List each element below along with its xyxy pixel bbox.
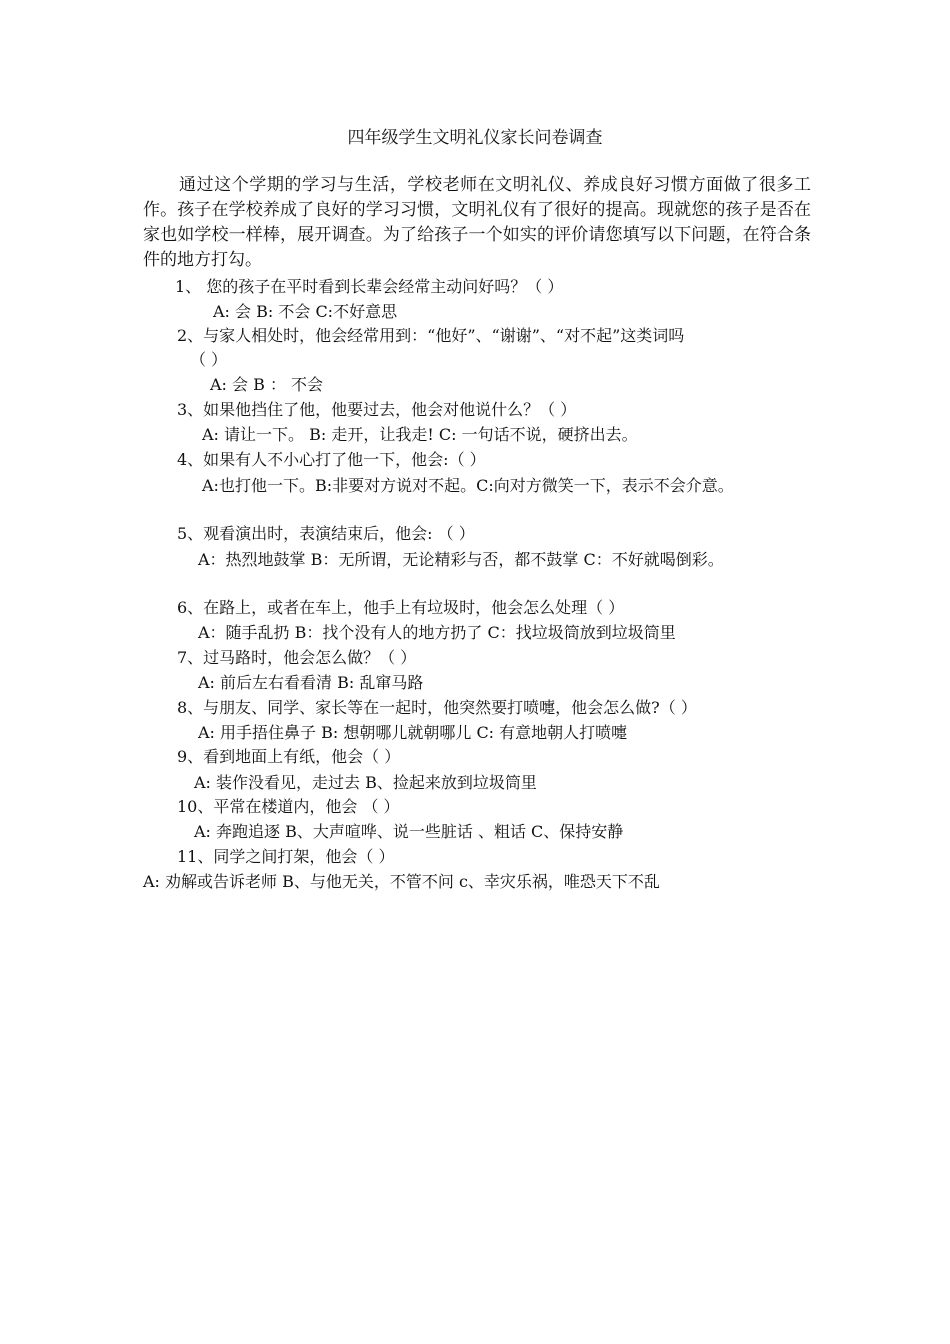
- question-4-options: A:也打他一下。B:非要对方说对不起。C:向对方微笑一下，表示不会介意。: [202, 476, 734, 495]
- question-5-options: A：热烈地鼓掌 B：无所谓，无论精彩与否，都不鼓掌 C：不好就喝倒彩。: [198, 550, 724, 569]
- question-2-answer-blank: （ ）: [190, 350, 228, 369]
- question-6: 6、在路上，或者在车上，他手上有垃圾时，他会怎么处理（ ）: [177, 598, 625, 617]
- question-2-options: A: 会 B ： 不会: [210, 375, 324, 394]
- question-8-options: A: 用手捂住鼻子 B: 想朝哪儿就朝哪儿 C: 有意地朝人打喷嚏: [198, 723, 628, 742]
- question-1-options: A: 会 B: 不会 C:不好意思: [213, 302, 398, 321]
- question-1: 1、 您的孩子在平时看到长辈会经常主动问好吗？（ ）: [175, 277, 564, 296]
- intro-paragraph: 通过这个学期的学习与生活，学校老师在文明礼仪、养成良好习惯方面做了很多工作。孩子在学校养成了良好的学习习惯，文明礼仪有了很好的提高。现就您的孩子是否在家也如学校一样棒，展开调查。为了给孩子一个如实的评价请您填写以下问题，在符合条件的地方打勾。: [143, 175, 811, 270]
- question-5: 5、观看演出时，表演结束后，他会: （ ）: [177, 524, 475, 543]
- question-8: 8、与朋友、同学、家长等在一起时，他突然要打喷嚏，他会怎么做?（ ）: [177, 698, 697, 717]
- question-9: 9、看到地面上有纸，他会（ ）: [177, 747, 401, 766]
- question-10: 10、平常在楼道内，他会 （ ）: [177, 797, 400, 816]
- question-9-options: A: 装作没看见，走过去 B、捡起来放到垃圾筒里: [194, 773, 537, 792]
- question-3: 3、如果他挡住了他，他要过去，他会对他说什么？（ ）: [177, 400, 577, 419]
- question-3-options: A: 请让一下。 B: 走开，让我走! C: 一句话不说，硬挤出去。: [202, 425, 638, 444]
- question-6-options: A：随手乱扔 B：找个没有人的地方扔了 C：找垃圾筒放到垃圾筒里: [198, 623, 676, 642]
- question-11: 11、同学之间打架，他会（ ）: [177, 847, 395, 866]
- question-4: 4、如果有人不小心打了他一下，他会:（ ）: [177, 450, 486, 469]
- question-11-options: A: 劝解或告诉老师 B、与他无关，不管不问 c、幸灾乐祸，唯恐天下不乱: [143, 872, 660, 891]
- question-7: 7、过马路时，他会怎么做？（ ）: [177, 648, 417, 667]
- document-title: 四年级学生文明礼仪家长问卷调查: [347, 128, 603, 148]
- question-7-options: A: 前后左右看看清 B: 乱窜马路: [198, 673, 424, 692]
- question-10-options: A: 奔跑追逐 B、大声喧哗、说一些脏话 、粗话 C、保持安静: [194, 822, 624, 841]
- question-2: 2、与家人相处时，他会经常用到：“他好”、“谢谢”、“对不起”这类词吗: [177, 326, 685, 345]
